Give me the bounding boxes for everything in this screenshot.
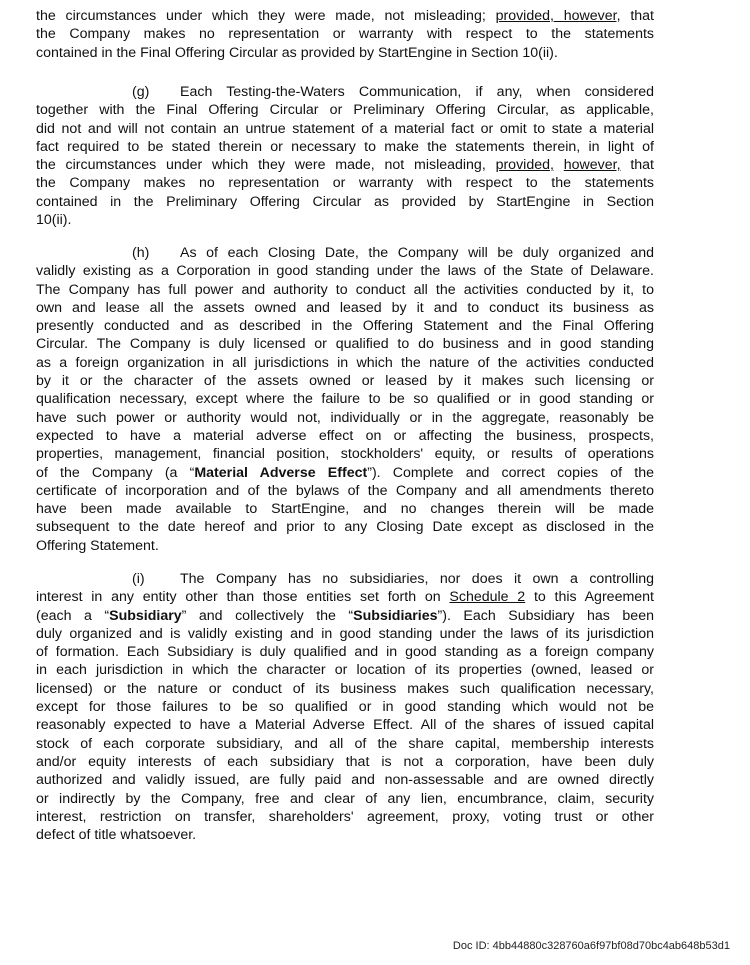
text-line	[36, 588, 654, 606]
text-line	[36, 607, 654, 625]
text-segment: authorized and validly issued, are fully paid and non-assessable and are owned directly	[36, 772, 654, 789]
text-segment: the Company makes no representation or warranty with respect to the statements	[36, 175, 654, 192]
defined-term: Subsidiary	[109, 607, 182, 624]
text-segment: qualification necessary, except where the failure to be so qualified or in good standing or	[36, 391, 654, 408]
paragraph-label: (g)	[132, 84, 150, 100]
paragraph-label: (i)	[132, 571, 145, 587]
text-segment: Circular. The Company is duly licensed or qualified to do business and in good standing	[36, 336, 654, 353]
text-segment: ” and collectively the “	[181, 607, 354, 624]
paragraph-h	[36, 244, 654, 555]
text-segment: have such power or authority would not, individually or in the aggregate, reasonably be	[36, 409, 654, 426]
text-line	[36, 518, 654, 536]
text-segment: contained in the Final Offering Circular as provided by StartEngine in Section 10(ii).	[36, 44, 558, 61]
paragraph-i	[36, 570, 654, 844]
text-line	[36, 354, 654, 372]
text-line	[36, 83, 654, 101]
text-segment: the circumstances under which they were made, not misleading;	[36, 8, 496, 24]
text-segment: subsequent to the date hereof and prior to any Closing Date except as disclosed in the	[36, 519, 654, 536]
text-line	[36, 193, 654, 211]
text-segment: have been made available to StartEngine, and no changes therein will be made	[36, 501, 654, 518]
text-segment: the circumstances under which they were made, not misleading,	[36, 157, 496, 174]
paragraph-label: (h)	[132, 245, 150, 261]
text-segment	[554, 157, 564, 173]
text-segment: Offering Statement.	[36, 537, 159, 554]
text-segment: that	[620, 8, 654, 24]
text-line	[36, 7, 654, 25]
text-line	[36, 138, 654, 156]
line-text	[180, 570, 654, 588]
text-segment: own and lease all the assets owned and leased by it and to conduct its business as	[36, 299, 654, 316]
text-segment: that	[620, 157, 654, 174]
text-segment: presently conducted and as described in the Offering Statement and the Final Offering	[36, 318, 654, 335]
text-segment: interest, restriction on transfer, shareholders' agreement, proxy, voting trust or other	[36, 808, 654, 825]
text-segment: of formation. Each Subsidiary is duly qualified and in good standing as a foreign company	[36, 644, 654, 661]
text-segment: contained in the Preliminary Offering Circular as provided by StartEngine in Section	[36, 193, 654, 210]
text-line	[36, 281, 654, 299]
text-line	[36, 317, 654, 335]
text-line	[36, 390, 654, 408]
text-segment: or indirectly by the Company, free and clear of any lien, encumbrance, claim, security	[36, 790, 654, 807]
line-text	[180, 83, 654, 101]
text-line	[36, 299, 654, 317]
text-line	[36, 482, 654, 500]
text-segment: except for those failures to be so qualified or in good standing which would not be	[36, 699, 654, 716]
text-line	[36, 643, 654, 661]
text-segment: by it or the character of the assets owned or leased by it makes such licensing or	[36, 373, 654, 390]
text-line	[36, 790, 654, 808]
text-line	[36, 826, 654, 844]
text-line	[36, 625, 654, 643]
text-segment: reasonably expected to have a Material Adverse Effect. All of the shares of issued capital	[36, 717, 654, 734]
text-segment: Each Testing-the-Waters Communication, if any, when considered	[180, 84, 654, 100]
defined-term: Material Adverse Effect	[194, 464, 368, 481]
text-segment: (each a “	[36, 607, 110, 624]
text-segment: together with the Final Offering Circular or Preliminary Offering Circular, as applicable,	[36, 102, 654, 119]
line-text	[180, 244, 654, 262]
text-line	[36, 120, 654, 138]
text-line	[36, 680, 654, 698]
text-line	[36, 735, 654, 753]
underlined-text: Schedule 2	[449, 589, 526, 606]
text-line	[36, 808, 654, 826]
text-line	[36, 427, 654, 445]
text-line	[36, 771, 654, 789]
text-segment: 10(ii).	[36, 212, 72, 229]
text-segment: validly existing as a Corporation in good standing under the laws of the State of Delaware.	[36, 263, 654, 280]
text-segment: interest in any entity other than those entities set forth on	[36, 589, 450, 606]
text-line	[36, 156, 654, 174]
text-segment: in each jurisdiction in which the character or location of its properties (owned, leased or	[36, 662, 654, 679]
text-segment: certificate of incorporation and of the bylaws of the Company and all amendments thereto	[36, 482, 654, 499]
text-line	[36, 716, 654, 734]
text-line	[36, 44, 654, 62]
text-line	[36, 698, 654, 716]
text-segment: ”). Complete and correct copies of the	[367, 464, 654, 481]
paragraph-g	[36, 83, 654, 229]
doc-id-footer: Doc ID: 4bb44880c328760a6f97bf08d70bc4ab648b53d1	[452, 940, 730, 952]
text-line	[36, 372, 654, 390]
text-line	[36, 570, 654, 588]
text-line	[36, 174, 654, 192]
text-line	[36, 101, 654, 119]
text-line	[36, 262, 654, 280]
text-line	[36, 661, 654, 679]
text-line	[36, 537, 654, 555]
underlined-text: provided, however,	[495, 8, 621, 24]
text-line	[36, 464, 654, 482]
text-segment: defect of title whatsoever.	[36, 827, 197, 844]
text-segment: The Company has full power and authority to conduct all the activities conducted by it, to	[36, 281, 654, 298]
text-segment: properties, management, financial position, stockholders' equity, or results of operations	[36, 446, 654, 463]
text-line	[36, 445, 654, 463]
text-segment: did not and will not contain an untrue statement of a material fact or omit to state a material	[36, 120, 654, 137]
text-line	[36, 25, 654, 43]
underlined-text: provided,	[495, 157, 554, 174]
text-segment: The Company has no subsidiaries, nor does it own a controlling	[180, 571, 654, 587]
text-segment: expected to have a material adverse effect on or affecting the business, prospects,	[36, 427, 654, 444]
text-segment: as a foreign organization in all jurisdictions in which the nature of the activities conducted	[36, 354, 654, 371]
text-segment: of the Company (a “	[36, 464, 195, 481]
defined-term: Subsidiaries	[353, 607, 438, 624]
text-segment: to this Agreement	[525, 589, 654, 606]
text-line	[36, 244, 654, 262]
text-segment: stock of each corporate subsidiary, and all of the share capital, membership interests	[36, 735, 654, 752]
text-segment: licensed) or the nature or conduct of its business makes such qualification necessary,	[36, 680, 654, 697]
text-line	[36, 753, 654, 771]
underlined-text: however,	[563, 157, 621, 174]
text-segment: duly organized and is validly existing and in good standing under the laws of its jurisdiction	[36, 625, 654, 642]
text-segment: the Company makes no representation or warranty with respect to the statements	[36, 26, 654, 43]
paragraph-continued	[36, 7, 654, 62]
text-segment: ”). Each Subsidiary has been	[437, 607, 654, 624]
text-segment: As of each Closing Date, the Company will be duly organized and	[180, 245, 654, 261]
text-line	[36, 335, 654, 353]
text-segment: fact required to be stated therein or necessary to make the statements therein, in light of	[36, 138, 654, 155]
text-line	[36, 409, 654, 427]
text-segment: and/or equity interests of each subsidiary that is not a corporation, have been duly	[36, 753, 654, 770]
text-line	[36, 211, 654, 229]
text-line	[36, 500, 654, 518]
